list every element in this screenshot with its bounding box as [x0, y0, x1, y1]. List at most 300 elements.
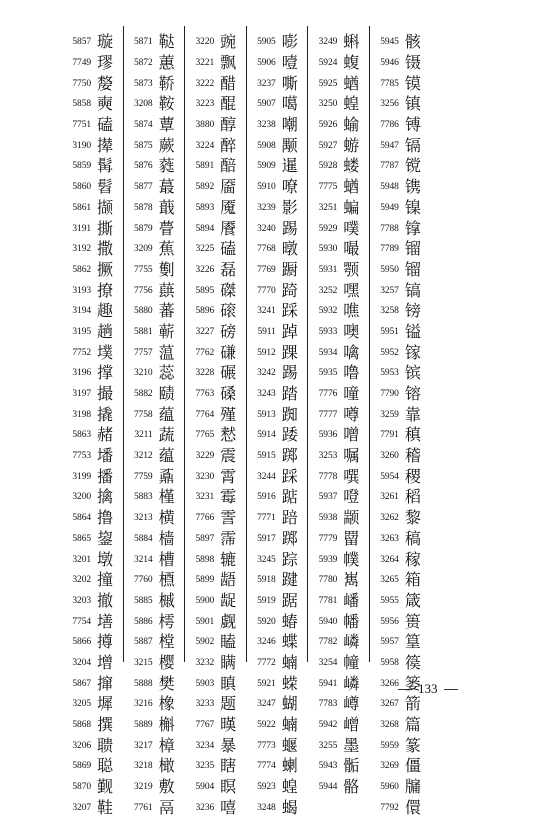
char-code: 3253: [318, 451, 338, 462]
char-code: 5927: [318, 140, 338, 151]
char-code: 3197: [72, 389, 91, 400]
char-code: 3221: [195, 58, 215, 69]
chinese-character: 撵: [97, 135, 114, 155]
table-row: [370, 280, 432, 301]
char-code: 7764: [195, 409, 215, 420]
table-row: [247, 177, 308, 198]
char-code: 5892: [195, 182, 215, 193]
table-row: [124, 32, 185, 53]
table-row: [370, 715, 432, 736]
table-column: [308, 26, 370, 797]
table-row: [124, 653, 185, 674]
chinese-character: 趟: [97, 321, 114, 341]
table-row: [370, 94, 432, 115]
chinese-character: 嘲: [281, 115, 298, 135]
char-code: 7789: [380, 244, 399, 255]
chinese-character: 镔: [404, 363, 421, 383]
chinese-character: 霄: [220, 466, 237, 486]
char-code: 5953: [380, 368, 399, 379]
char-code: 5900: [195, 595, 215, 606]
table-row: [247, 529, 308, 550]
table-row: [185, 570, 246, 591]
chinese-character: 嘿: [343, 280, 360, 300]
char-code: 5921: [257, 678, 276, 689]
table-column: [124, 26, 186, 817]
char-code: 5876: [133, 161, 153, 172]
char-code: 5857: [72, 37, 91, 48]
char-code: 3217: [133, 740, 153, 751]
char-code: 3259: [380, 409, 399, 420]
table-row: [247, 735, 308, 756]
chinese-character: 篓: [404, 673, 421, 693]
chinese-character: 奭: [97, 94, 114, 114]
table-row: [370, 632, 432, 653]
chinese-character: 鞑: [158, 32, 175, 52]
chinese-character: 蝓: [343, 115, 360, 135]
chinese-character: 鞍: [158, 94, 175, 114]
chinese-character: 嶲: [343, 570, 360, 590]
table-row: [308, 446, 369, 467]
chinese-character: 稽: [404, 446, 421, 466]
char-code: 3214: [133, 554, 153, 565]
char-code: 5874: [133, 120, 153, 131]
char-code: 3267: [380, 699, 399, 710]
char-code: 5915: [257, 451, 276, 462]
table-row: [185, 487, 246, 508]
char-code: 3237: [257, 78, 276, 89]
char-code: 7782: [318, 637, 338, 648]
chinese-character: 噌: [343, 425, 360, 445]
chinese-character: 鞒: [158, 73, 175, 93]
chinese-character: 暴: [220, 735, 237, 755]
chinese-character: 镊: [404, 53, 421, 73]
char-code: 3234: [195, 740, 215, 751]
chinese-character: 踩: [281, 466, 298, 486]
chinese-character: 赜: [158, 384, 175, 404]
table-row: [370, 384, 432, 405]
table-row: [185, 425, 246, 446]
table-row: [308, 591, 369, 612]
table-row: [185, 322, 246, 343]
chinese-character: 箴: [404, 590, 421, 610]
chinese-character: 噂: [343, 404, 360, 424]
footer-dash-left: [398, 689, 412, 690]
table-row: [308, 177, 369, 198]
table-row: [308, 653, 369, 674]
char-code: 3213: [133, 513, 153, 524]
chinese-character: 踪: [281, 549, 298, 569]
chinese-character: 辘: [220, 549, 237, 569]
char-code: 3203: [72, 595, 91, 606]
table-row: [308, 156, 369, 177]
char-code: 3233: [195, 699, 215, 710]
chinese-character: 僵: [404, 756, 421, 776]
table-row: [370, 797, 432, 818]
table-row: [124, 53, 185, 74]
char-code: 3228: [195, 368, 215, 379]
table-row: [308, 694, 369, 715]
table-row: [124, 508, 185, 529]
table-row: [62, 446, 123, 467]
table-row: [370, 156, 432, 177]
chinese-character: 横: [158, 508, 175, 528]
chinese-character: 蝣: [343, 135, 360, 155]
char-code: 3266: [380, 678, 399, 689]
table-row: [124, 218, 185, 239]
chinese-character: 踦: [281, 280, 298, 300]
char-code: 5941: [318, 678, 338, 689]
char-code: 3222: [195, 78, 215, 89]
chinese-character: 噙: [343, 342, 360, 362]
table-row: [62, 735, 123, 756]
char-code: 5865: [72, 533, 91, 544]
table-row: [62, 135, 123, 156]
chinese-character: 蝘: [281, 735, 298, 755]
chinese-character: 蝲: [281, 756, 298, 776]
char-code: 5858: [72, 99, 91, 110]
chinese-character: 槭: [158, 590, 175, 610]
table-row: [124, 73, 185, 94]
table-row: [370, 322, 432, 343]
char-code: 3193: [72, 285, 91, 296]
char-code: 5925: [318, 78, 338, 89]
char-code: 3207: [72, 802, 91, 813]
table-row: [124, 363, 185, 384]
char-code: 5862: [72, 264, 91, 275]
char-code: 3232: [195, 657, 215, 668]
table-row: [370, 756, 432, 777]
char-code: 3190: [72, 140, 91, 151]
chinese-character: 篁: [404, 632, 421, 652]
table-row: [185, 218, 246, 239]
chinese-character: 篇: [404, 715, 421, 735]
char-code: 7762: [195, 347, 215, 358]
table-row: [308, 94, 369, 115]
char-code: 5912: [257, 347, 276, 358]
chinese-character: 撸: [97, 508, 114, 528]
table-row: [124, 529, 185, 550]
char-code: 7754: [72, 616, 91, 627]
table-row: [247, 611, 308, 632]
chinese-character: 踣: [281, 508, 298, 528]
char-code: 7770: [257, 285, 276, 296]
char-code: 7783: [318, 699, 338, 710]
table-row: [308, 280, 369, 301]
chinese-character: 嘱: [343, 446, 360, 466]
table-row: [185, 260, 246, 281]
char-code: 5959: [380, 740, 399, 751]
table-row: [247, 756, 308, 777]
table-row: [124, 135, 185, 156]
table-row: [247, 342, 308, 363]
table-row: [124, 94, 185, 115]
table-row: [308, 363, 369, 384]
chinese-character: 磙: [220, 301, 237, 321]
table-row: [370, 466, 432, 487]
chinese-character: 踮: [281, 487, 298, 507]
chinese-character: 蕈: [158, 115, 175, 135]
table-row: [185, 94, 246, 115]
chinese-character: 嶓: [343, 590, 360, 610]
table-row: [247, 777, 308, 798]
table-row: [185, 32, 246, 53]
char-code: 3208: [133, 99, 153, 110]
char-code: 3210: [133, 368, 153, 379]
table-row: [247, 404, 308, 425]
chinese-character: 蕴: [158, 446, 175, 466]
char-code: 5943: [318, 761, 338, 772]
chinese-character: 稼: [404, 549, 421, 569]
table-row: [247, 218, 308, 239]
char-code: 7752: [72, 347, 91, 358]
table-row: [62, 549, 123, 570]
chinese-character: 镇: [404, 94, 421, 114]
table-row: [370, 239, 432, 260]
char-code: 5954: [380, 471, 399, 482]
char-code: 3202: [72, 575, 91, 586]
chinese-character: 蝴: [281, 694, 298, 714]
table-row: [62, 301, 123, 322]
char-code: 3256: [380, 99, 399, 110]
table-row: [308, 508, 369, 529]
chinese-character: 鼒: [158, 466, 175, 486]
chinese-character: 蝗: [343, 94, 360, 114]
char-code: 7755: [133, 264, 153, 275]
chinese-character: 踟: [281, 404, 298, 424]
chinese-character: 增: [97, 652, 114, 672]
char-code: 3239: [257, 202, 276, 213]
char-code: 3880: [195, 120, 215, 131]
char-code: 5955: [380, 595, 399, 606]
chinese-character: 震: [220, 446, 237, 466]
chinese-character: 踒: [281, 425, 298, 445]
char-code: 7781: [318, 595, 338, 606]
table-row: [370, 404, 432, 425]
char-code: 5904: [195, 782, 215, 793]
chinese-character: 撒: [97, 239, 114, 259]
char-code: 7768: [257, 244, 276, 255]
chinese-character: 豌: [220, 32, 237, 52]
char-code: 5869: [72, 761, 91, 772]
char-code: 5889: [133, 720, 153, 731]
chinese-character: 槽: [158, 549, 175, 569]
table-row: [124, 198, 185, 219]
table-row: [185, 632, 246, 653]
chinese-character: 餍: [220, 218, 237, 238]
chinese-character: 骼: [343, 777, 360, 797]
chinese-character: 磕: [97, 115, 114, 135]
table-row: [247, 673, 308, 694]
table-row: [124, 404, 185, 425]
chinese-character: 墨: [343, 735, 360, 755]
char-code: 7756: [133, 285, 153, 296]
table-row: [308, 673, 369, 694]
table-row: [124, 239, 185, 260]
char-code: 5882: [133, 389, 153, 400]
table-row: [247, 487, 308, 508]
table-row: [370, 508, 432, 529]
chinese-character: 噔: [343, 487, 360, 507]
table-row: [62, 53, 123, 74]
table-row: [124, 756, 185, 777]
char-code: 5935: [318, 368, 338, 379]
table-row: [124, 425, 185, 446]
char-code: 5940: [318, 616, 338, 627]
footer-dash-right: [444, 689, 458, 690]
char-code: 7786: [380, 120, 399, 131]
char-code: 5860: [72, 182, 91, 193]
char-code: 5957: [380, 637, 399, 648]
char-code: 5919: [257, 595, 276, 606]
chinese-character: 墣: [97, 342, 114, 362]
chinese-character: 慭: [220, 425, 237, 445]
chinese-character: 瞑: [220, 777, 237, 797]
char-code: 3225: [195, 244, 215, 255]
char-code: 5914: [257, 430, 276, 441]
char-code: 3206: [72, 740, 91, 751]
chinese-character: 噜: [343, 363, 360, 383]
chinese-character: 嶙: [343, 632, 360, 652]
table-row: [124, 632, 185, 653]
table-row: [62, 404, 123, 425]
table-row: [185, 549, 246, 570]
chinese-character: 蕉: [158, 239, 175, 259]
chinese-character: 镕: [404, 384, 421, 404]
char-code: 3265: [380, 575, 399, 586]
char-code: 3264: [380, 554, 399, 565]
table-row: [62, 756, 123, 777]
table-row: [124, 570, 185, 591]
chinese-character: 嶟: [343, 694, 360, 714]
table-row: [370, 529, 432, 550]
table-row: [62, 673, 123, 694]
char-code: 7778: [318, 471, 338, 482]
char-code: 5958: [380, 657, 399, 668]
table-row: [62, 280, 123, 301]
table-column: [247, 26, 309, 817]
table-row: [247, 73, 308, 94]
char-code: 3261: [380, 492, 399, 503]
char-code: 5878: [133, 202, 153, 213]
char-code: 3254: [318, 657, 338, 668]
char-code: 3262: [380, 513, 399, 524]
char-code: 7777: [318, 409, 338, 420]
table-row: [308, 611, 369, 632]
table-row: [185, 115, 246, 136]
char-code: 5924: [318, 58, 338, 69]
table-row: [308, 404, 369, 425]
chinese-character: 撙: [97, 632, 114, 652]
chinese-character: 嘻: [220, 797, 237, 817]
char-code: 3248: [257, 802, 276, 813]
table-row: [62, 94, 123, 115]
chinese-character: 蝙: [343, 197, 360, 217]
table-row: [185, 239, 246, 260]
chinese-character: 噎: [281, 53, 298, 73]
char-code: 7790: [380, 389, 399, 400]
chinese-character: 蕙: [158, 53, 175, 73]
chinese-character: 撑: [97, 363, 114, 383]
chinese-character: 撩: [97, 280, 114, 300]
chinese-character: 蕊: [158, 363, 175, 383]
char-code: 3257: [380, 285, 399, 296]
table-row: [124, 115, 185, 136]
chinese-character: 瞢: [158, 218, 175, 238]
chinese-character: 踺: [281, 570, 298, 590]
char-code: 5859: [72, 161, 91, 172]
chinese-character: 噶: [281, 94, 298, 114]
char-code: 3218: [133, 761, 153, 772]
char-code: 7775: [318, 182, 338, 193]
char-code: 5920: [257, 616, 276, 627]
chinese-character: 镏: [404, 239, 421, 259]
char-code: 5945: [380, 37, 399, 48]
table-row: [308, 529, 369, 550]
chinese-character: 趣: [97, 301, 114, 321]
chinese-character: 蕻: [158, 280, 175, 300]
table-row: [308, 198, 369, 219]
char-code: 5939: [318, 554, 338, 565]
char-code: 3209: [133, 244, 153, 255]
chinese-character: 噍: [343, 301, 360, 321]
table-row: [247, 446, 308, 467]
char-code: 5885: [133, 595, 153, 606]
chinese-character: 踔: [281, 321, 298, 341]
char-code: 5952: [380, 347, 399, 358]
table-row: [247, 135, 308, 156]
table-row: [370, 549, 432, 570]
chinese-character: 蝗: [281, 777, 298, 797]
chinese-character: 蝶: [281, 632, 298, 652]
chinese-character: 镎: [404, 218, 421, 238]
char-code: 5949: [380, 202, 399, 213]
chinese-character: 髯: [97, 156, 114, 176]
table-row: [124, 156, 185, 177]
table-row: [185, 797, 246, 818]
char-code: 3216: [133, 699, 153, 710]
table-row: [62, 529, 123, 550]
char-code: 5918: [257, 575, 276, 586]
table-row: [62, 73, 123, 94]
char-code: 5907: [257, 99, 276, 110]
char-code: 5938: [318, 513, 338, 524]
char-code: 5917: [257, 533, 276, 544]
char-code: 5930: [318, 244, 338, 255]
char-code: 5933: [318, 326, 338, 337]
table-row: [370, 135, 432, 156]
char-code: 3243: [257, 389, 276, 400]
char-code: 3229: [195, 451, 215, 462]
char-code: 7772: [257, 657, 276, 668]
table-row: [308, 218, 369, 239]
char-code: 3215: [133, 657, 153, 668]
chinese-character: 殣: [220, 404, 237, 424]
char-code: 7792: [380, 802, 399, 813]
chinese-character: 蝤: [343, 177, 360, 197]
chinese-character: 稹: [404, 425, 421, 445]
table-row: [370, 342, 432, 363]
char-code: 5928: [318, 161, 338, 172]
table-row: [62, 487, 123, 508]
char-code: 3205: [72, 699, 91, 710]
char-code: 7758: [133, 409, 153, 420]
table-column: [185, 26, 247, 817]
char-code: 3246: [257, 637, 276, 648]
table-row: [308, 322, 369, 343]
page-footer: [392, 681, 464, 697]
char-code: 5894: [195, 223, 215, 234]
table-row: [124, 260, 185, 281]
